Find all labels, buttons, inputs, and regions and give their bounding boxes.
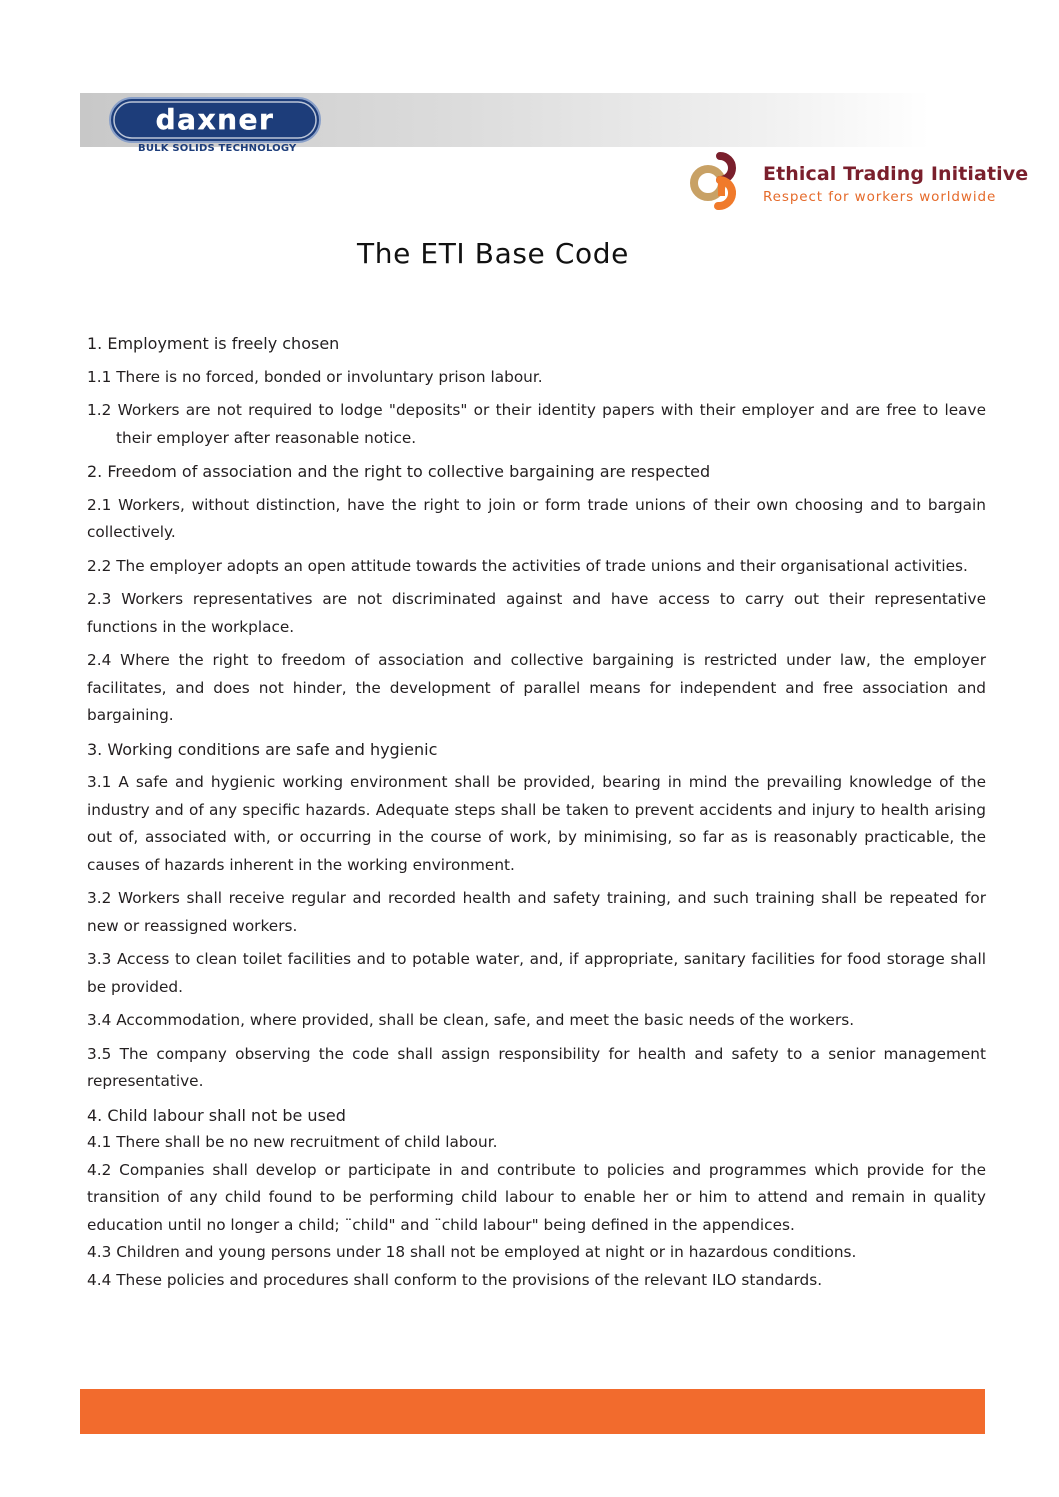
- section-heading: 2. Freedom of association and the right to collective bargaining are respected: [87, 462, 711, 481]
- clause: 3.2 Workers shall receive regular and recorded health and safety training, and such training shall be repeated for new or reassigned workers.: [87, 889, 986, 935]
- eti-name: Ethical Trading Initiative: [763, 163, 1029, 185]
- clause: 1.2 Workers are not required to lodge "deposits" or their identity papers with their employer and are free to leave their employer after reasonable notice.: [87, 401, 986, 447]
- section-heading: 3. Working conditions are safe and hygienic: [87, 739, 438, 759]
- clause: 3.1 A safe and hygienic working environment shall be provided, bearing in mind the prevailing knowledge of the industry and of any specific hazards. Adequate steps shall be taken to prevent accidents and injury to health arising out of, associated with, or occurring in the course of work, by minimising, so far as is reasonably practicable, the causes of hazards inherent in the working environment.: [87, 773, 986, 874]
- daxner-logo-text: daxner: [155, 103, 275, 136]
- footer-bar: [80, 1389, 985, 1434]
- clause: 4.3 Children and young persons under 18 shall not be employed at night or in hazardous conditions.: [87, 1243, 857, 1261]
- document-body: [87, 330, 986, 1294]
- clause: 1.1 There is no forced, bonded or involuntary prison labour.: [87, 367, 543, 386]
- section-heading: 1. Employment is freely chosen: [87, 334, 340, 353]
- clause: 3.5 The company observing the code shall assign responsibility for health and safety to a senior management representative.: [87, 1044, 986, 1090]
- clause: 2.4 Where the right to freedom of association and collective bargaining is restricted under law, the employer facilitates, and does not hinder, the development of parallel means for independent and free association and bargaining.: [87, 651, 986, 724]
- page-title: The ETI Base Code: [357, 237, 629, 270]
- clause: 2.1 Workers, without distinction, have the right to join or form trade unions of their own choosing and to bargain collectively.: [87, 495, 986, 541]
- daxner-logo: [108, 96, 322, 146]
- clause: 2.3 Workers representatives are not discriminated against and have access to carry out their representative functions in the workplace.: [87, 590, 986, 636]
- clause: 4.4 These policies and procedures shall conform to the provisions of the relevant ILO standards.: [87, 1270, 823, 1289]
- eti-logo-icon: [688, 152, 754, 216]
- clause: 2.2 The employer adopts an open attitude towards the activities of trade unions and their organisational activities.: [87, 556, 968, 575]
- clause: 3.3 Access to clean toilet facilities and to potable water, and, if appropriate, sanitary facilities for food storage shall be provided.: [87, 950, 986, 996]
- section-heading: 4. Child labour shall not be used: [87, 1105, 346, 1125]
- clause: 4.1 There shall be no new recruitment of child labour.: [87, 1133, 498, 1151]
- clause: 4.2 Companies shall develop or participate in and contribute to policies and programmes which provide for the transition of any child found to be performing child labour to enable her or him to attend and remain in quality education until no longer a child; ¨child" and ¨child labour" being defined in the appendices.: [87, 1160, 986, 1234]
- daxner-tagline: BULK SOLIDS TECHNOLOGY: [138, 143, 297, 154]
- eti-tagline: Respect for workers worldwide: [763, 189, 997, 205]
- clause: 3.4 Accommodation, where provided, shall be clean, safe, and meet the basic needs of the workers.: [87, 1011, 855, 1029]
